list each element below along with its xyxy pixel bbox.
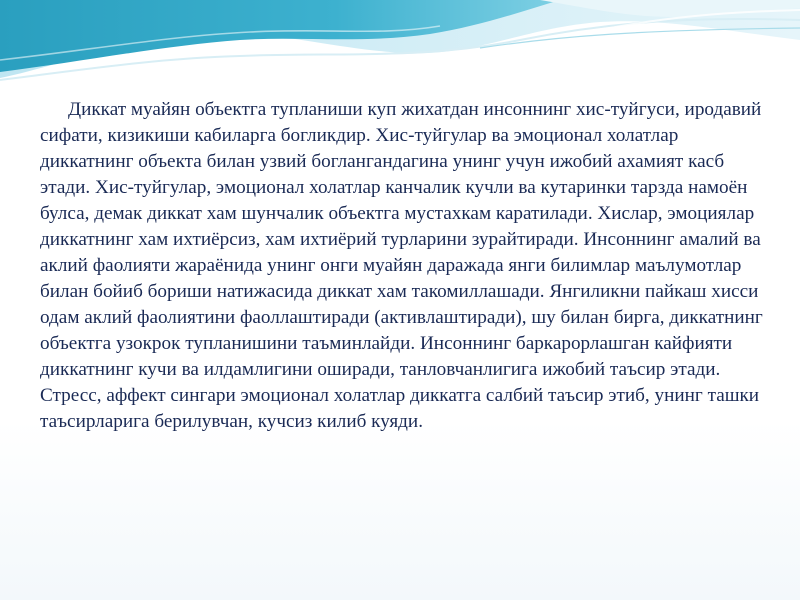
body-paragraph: Диккат муайян объектга тупланиши куп жихатдан инсоннинг хис-туйгуси, иродавий сифати, кизикиши кабиларга богликдир. Хис-туйгулар ва эмоционал холатлар диккатнинг объекта билан узвий боглангандагина унинг учун ижобий ахамият касб этади. Хис-туйгулар, эмоционал холатлар канчалик кучли ва кутаринки тарзда намоён булса, демак диккат хам шунчалик объектга мустахкам каратилади. Хислар, эмоциялар диккатнинг хам ихтиёрсиз, хам ихтиёрий турларини зурайтиради. Инсоннинг амалий ва аклий фаолияти жараёнида унинг онги муайян даражада янги билимлар маълумотлар билан бойиб бориши натижасида диккат хам такомиллашади. Янгиликни пайкаш хисси одам аклий фаолиятини фаоллаштиради (активлаштиради), шу билан бирга, диккатнинг объектга узокрок тупланишини таъминлайди. Инсоннинг баркарорлашган кайфияти диккатнинг кучи ва илдамлигини оширади, танловчанлигига ижобий таъсир этади. Стресс, аффект сингари эмоционал холатлар диккатга салбий таъсир этиб, унинг ташки таъсирларига берилувчан, кучсиз килиб куяди. <box>40 99 763 432</box>
wave-decoration <box>0 0 800 95</box>
